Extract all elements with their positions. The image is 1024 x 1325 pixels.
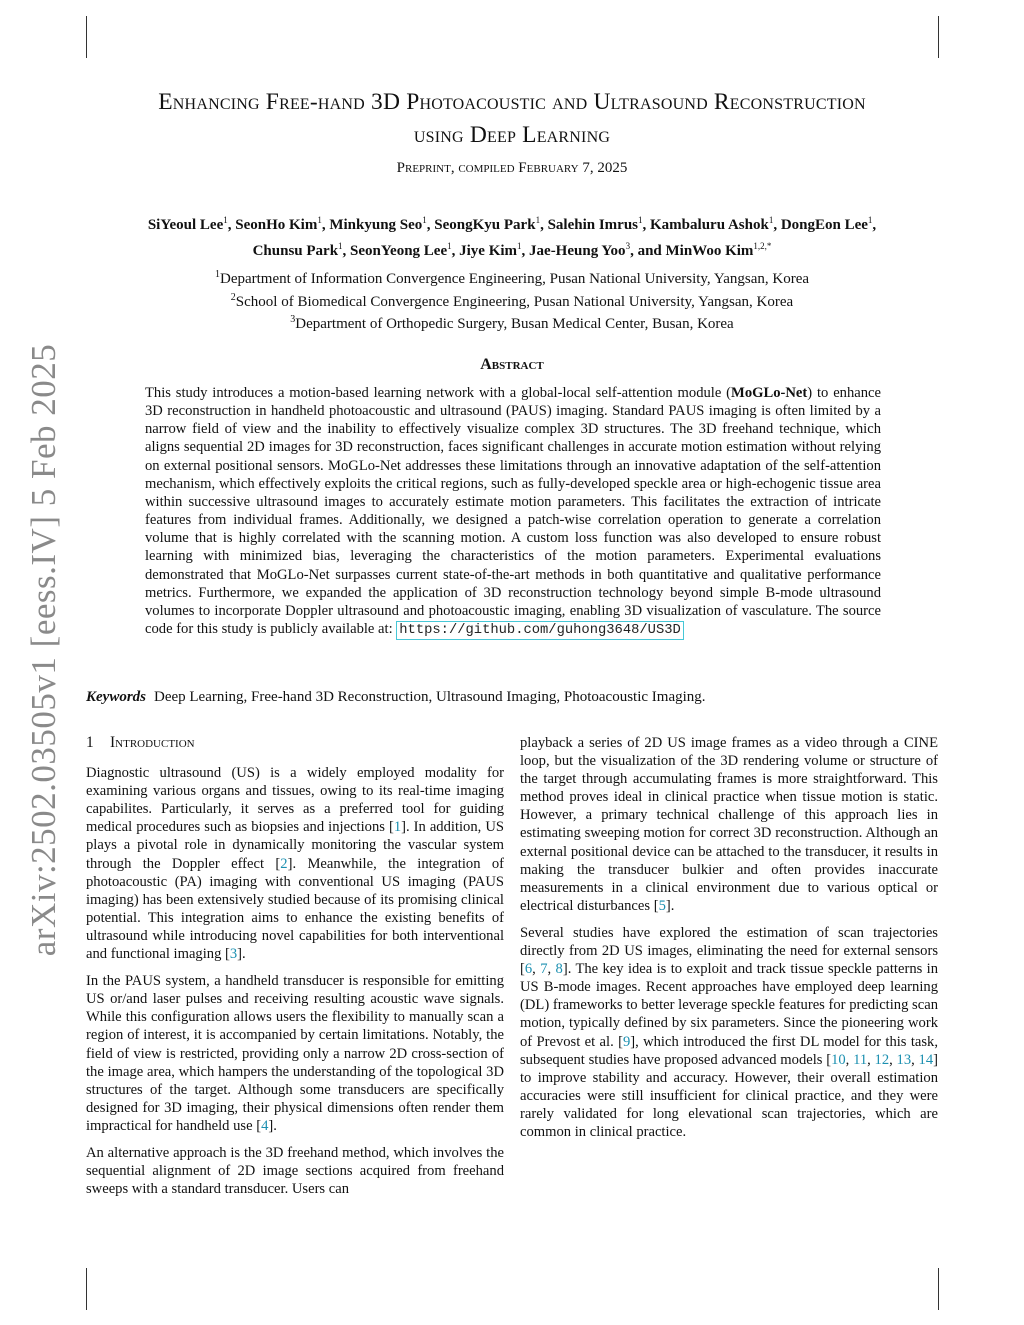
crop-mark-top-left [86,16,87,58]
keywords-text: Deep Learning, Free-hand 3D Reconstruction, Ultrasound Imaging, Photoacoustic Imaging. [154,689,706,705]
abstract-body [145,384,881,640]
author-affiliation-mark: 1 [447,241,452,251]
citation-link[interactable]: 9 [622,1033,631,1050]
body-text: , [889,1051,897,1068]
author-affiliation-mark: 1,2,* [753,241,772,251]
citation-link[interactable]: 14 [918,1051,934,1068]
left-column [86,734,504,1207]
keywords-label: Keywords [86,689,146,705]
author-affiliation-mark: 1 [517,241,522,251]
body-text: ]. In addition, US plays a pivotal role in dynamically monitoring the vascular system through the Doppler effect [ [86,819,504,872]
author-separator: , [321,217,330,233]
citation-link[interactable]: 10 [831,1051,846,1068]
body-text: ]. The key idea is to exploit and track tissue speckle patterns in US B-mode images. Recent approaches have employed deep learning (DL) frameworks to better leverage speckle features for predicting scan motion, typically defined by six parameters. Since the pioneering work of Prevost et al. [ [520,961,939,1050]
body-text: In the PAUS system, a handheld transducer is responsible for emitting US or/and laser pulses and receiving resulting acoustic wave signals. While this configuration allows users the flexibility to manually scan a region of interest, it is accompanied by certain limitations. Notably, the field of view is restricted, providing only a narrow 2D cross-section of the image area, which hampers the understanding of the topological 3D structures of the target. Although some transducers are specifically designed for 3D imaging, their physical dimensions often render them impractical for handheld use [ [86,973,504,1134]
author-list [90,210,934,262]
affiliation [90,266,934,289]
body-text: ], which introduced the first DL model for this task, subsequent studies have proposed advanced models [ [520,1033,938,1068]
author-separator: , [540,217,548,233]
author-name: Jiye Kim [459,243,518,259]
body-text: , [867,1051,875,1068]
citation-link[interactable]: 5 [658,897,666,914]
author-separator: , and [630,243,666,259]
author-separator: , [426,217,435,233]
author-affiliation-mark: 3 [625,241,631,251]
affiliation-list [90,266,934,334]
affiliation-number: 2 [230,291,236,303]
author-name: SeonYeong Lee [350,243,448,259]
body-text: , [547,961,556,978]
body-text: , [532,961,541,978]
title-line-2: using Deep Learning [413,122,611,148]
abstract-text-pre: This study introduces a motion-based learning network with a global-local self-attention module ( [145,385,732,401]
abstract-model-name: MoGLo-Net [731,385,808,401]
citation-link[interactable]: 2 [280,855,288,872]
author-affiliation-mark: 1 [317,215,322,225]
intro-paragraph-3-start [86,1144,504,1198]
citation-link[interactable]: 7 [540,961,548,978]
author-name: SiYeoul Lee [147,217,224,233]
body-text: ]. Meanwhile, the integration of photoacoustic (PA) imaging with conventional US imaging (PAUS imaging) has been extensively studied because of its promising clinical potential. This integration aims to enhance the existing benefits of ultrasound while introducing novel capabilities for both interventional and functional imaging [ [86,855,505,963]
intro-paragraph-4 [520,924,938,1141]
citation-link[interactable]: 13 [896,1051,912,1068]
body-text: Several studies have explored the estimation of scan trajectories directly from 2D US images, eliminating the need for external sensors [ [520,924,938,978]
source-code-link[interactable]: https://github.com/guhong3648/US3D [396,621,684,640]
affiliation-number: 3 [290,314,296,325]
citation-link[interactable]: 6 [524,961,533,978]
intro-paragraph-3-end [520,734,938,915]
affiliation-text: Department of Information Convergence Engineering, Pusan National University, Yangsan, Korea [219,271,810,287]
citation-link[interactable]: 1 [393,819,402,836]
author-name: Minkyung Seo [329,217,423,233]
author-affiliation-mark: 1 [867,215,873,225]
body-text: ]. [237,946,246,963]
citation-link[interactable]: 11 [853,1051,868,1068]
affiliation-text: School of Biomedical Convergence Engineering, Pusan National University, Yangsan, Korea [235,293,794,310]
intro-paragraph-1 [86,764,504,963]
body-text: An alternative approach is the 3D freehand method, which involves the sequential alignment of 2D image sections acquired from freehand sweeps with a standard transducer. Users can [86,1144,504,1198]
author-name: Kambaluru Ashok [650,217,769,233]
author-name: SeonHo Kim [235,217,318,233]
abstract-heading: Abstract [480,356,544,373]
author-name: Jae-Heung Yoo [529,243,626,259]
author-affiliation-mark: 1 [422,215,427,225]
intro-paragraph-2 [86,972,504,1135]
author-name: Chunsu Park [252,243,339,259]
author-separator: , [773,217,781,233]
section-title: Introduction [110,734,195,751]
body-text: ]. [268,1117,277,1134]
abstract-text-post: ) to enhance 3D reconstruction in handheld photoacoustic and ultrasound (PAUS) imaging. Standard PAUS imaging is often limited by a narrow field of view and the inability to effectively visualize complex 3D structures. The 3D freehand technique, which aligns sequential 2D images for 3D reconstruction, faces significant challenges in accurate motion estimation without relying on external positional sensors. MoGLo-Net addresses these limitations through an innovative adaptation of the self-attention mechanism, which effectively exploits the critical regions, such as fully-developed speckle area or high-echogenic tissue area within successive ultrasound images to accurately estimate motion parameters. This facilitates the extraction of intricate features from individual frames. Additionally, we designed a patch-wise correlation operation to generate a correlation volume that is highly correlated with the scanning motion. A custom loss function was also developed to ensure robust learning with minimized bias, leveraging the characteristics of the motion parameters. Experimental evaluations demonstrated that MoGLo-Net surpasses current state-of-the-art methods in both quantitative and qualitative performance metrics. Furthermore, we expanded the application of 3D reconstruction technology beyond simple B-mode ultrasound volumes to incorporate Doppler ultrasound and photoacoustic imaging, enabling 3D visualization of vasculature. The source code for this study is publicly available at: [145,385,881,638]
author-separator: , [872,217,877,233]
body-text: playback a series of 2D US image frames as a video through a CINE loop, but the visualization of the 3D rendering volume or structure of the target through accumulating frames is more straightforward. This method proves ideal in clinical practice when tissue motion is static. However, a primary technical challenge of this approach lies in estimating sweeping motion for correct 3D reconstruction. Although an external positional device can be attached to the transducer, it results in making the transducer bulkier and often provides inaccurate measurements in a clinical environment due to various optical or electrical disturbances [ [520,735,938,914]
body-text: , [845,1051,854,1068]
crop-mark-top-right [938,16,939,58]
body-text: Diagnostic ultrasound (US) is a widely employed modality for examining various organs and tissues, owing to its real-time imaging capabilites. Particularly, it serves as a preferred tool for guiding medical procedures such as biopsies and injections [ [86,765,504,836]
author-name: DongEon Lee [780,217,868,233]
citation-link[interactable]: 8 [555,961,563,978]
author-separator: , [521,243,530,259]
crop-mark-bottom-left [86,1268,87,1310]
author-separator: , [342,243,351,259]
body-text: , [911,1051,919,1068]
crop-mark-bottom-right [938,1268,939,1310]
preprint-date: Preprint, compiled February 7, 2025 [396,160,628,176]
right-column [520,734,938,1150]
affiliation [90,289,934,312]
title-line-1: Enhancing Free-hand 3D Photoacoustic and Ultrasound Reconstruction [158,89,866,115]
body-text: ] to improve stability and accuracy. However, their overall estimation accuracies were still insufficient for clinical practice, and they were rarely validated for long elevational scan trajectories, which are common in clinical practice. [520,1051,939,1140]
citation-link[interactable]: 12 [874,1051,890,1068]
author-affiliation-mark: 1 [223,215,228,225]
citation-link[interactable]: 3 [229,946,238,963]
author-affiliation-mark: 1 [535,215,541,225]
section-heading-introduction [86,734,504,752]
author-affiliation-mark: 1 [338,241,343,251]
body-text: ]. [665,897,675,914]
citation-link[interactable]: 4 [261,1117,269,1134]
author-affiliation-mark: 1 [638,215,643,225]
author-separator: , [227,217,236,233]
paper-title [80,86,944,152]
author-affiliation-mark: 1 [768,215,774,225]
affiliation-number: 1 [214,269,220,280]
affiliation-text: Department of Orthopedic Surgery, Busan Medical Center, Busan, Korea [295,316,734,332]
arxiv-identifier-stamp: arXiv:2502.03505v1 [eess.IV] 5 Feb 2025 [24,343,63,957]
section-number: 1 [86,734,94,751]
author-name: MinWoo Kim [665,243,754,259]
author-name: Salehin Imrus [547,217,639,233]
keywords-line [86,689,946,706]
affiliation [90,311,934,334]
author-name: SeongKyu Park [434,217,536,233]
author-separator: , [451,243,460,259]
author-separator: , [642,217,651,233]
